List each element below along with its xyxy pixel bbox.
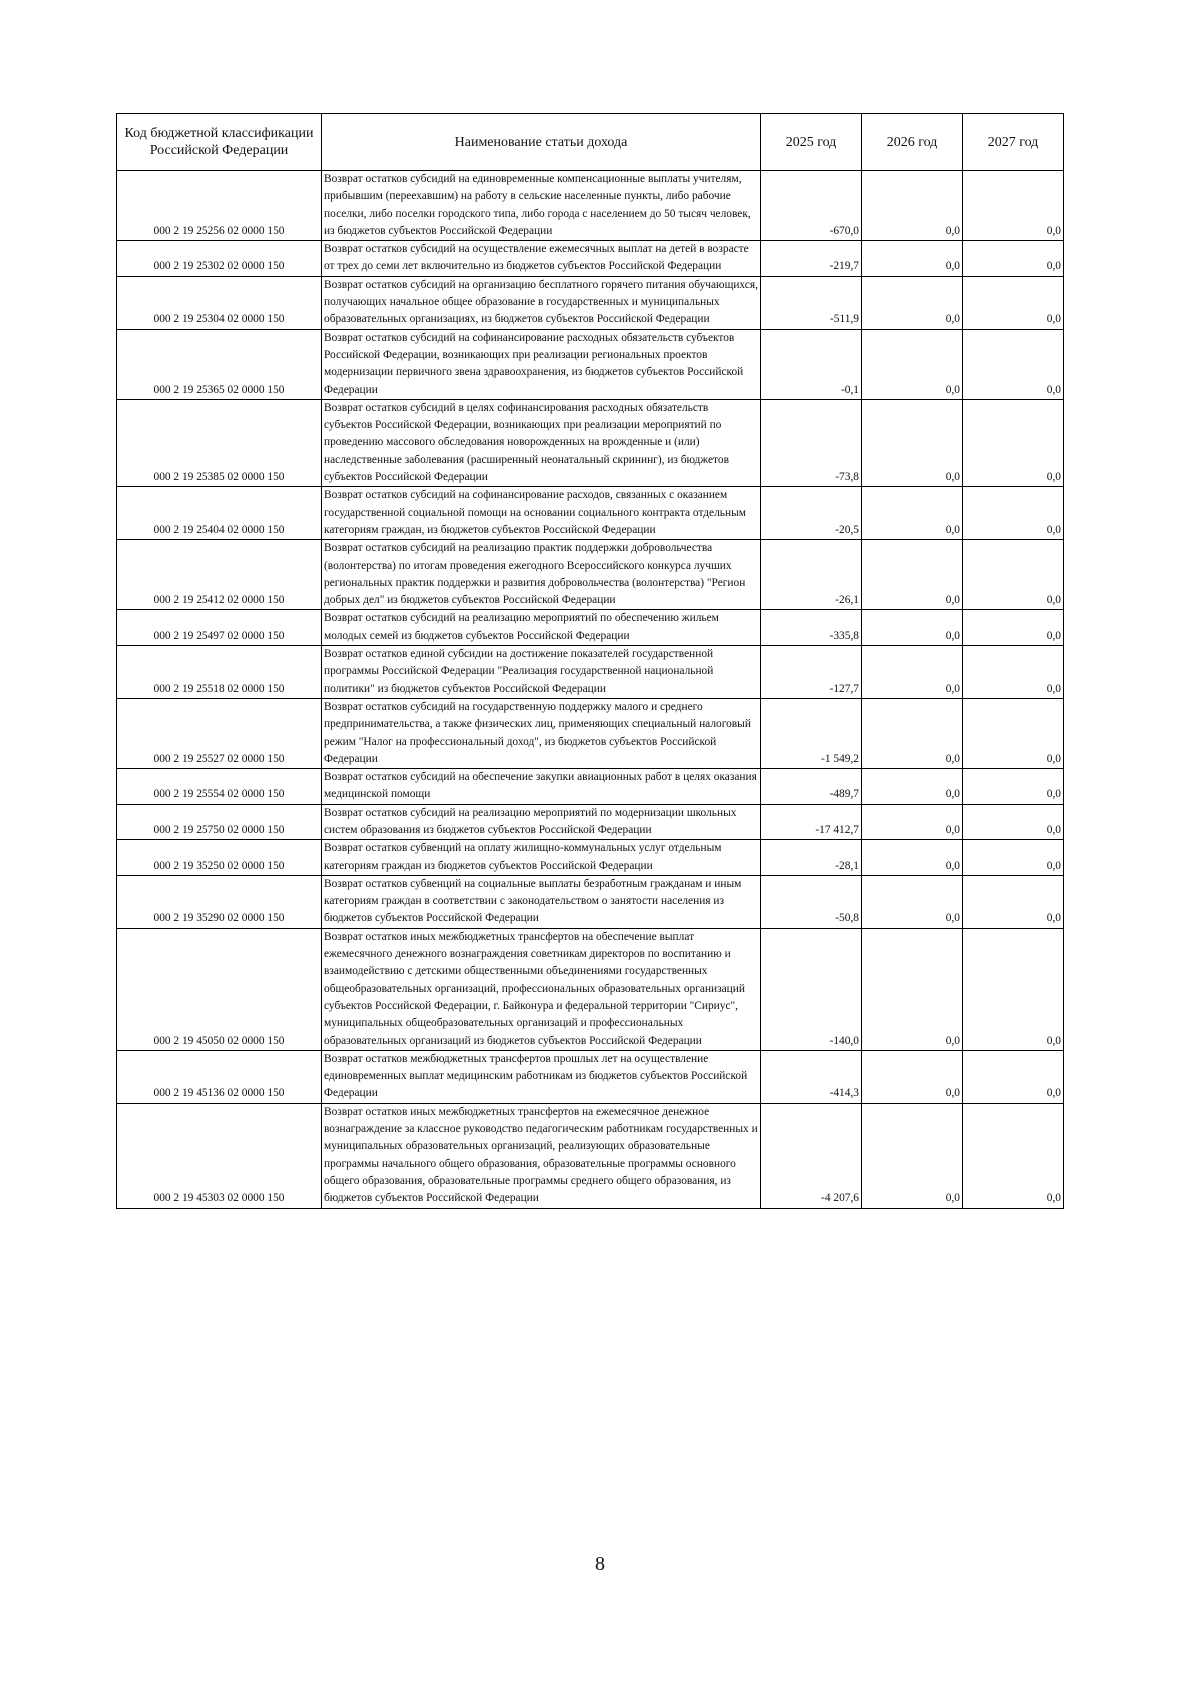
value-2025-cell: -414,3 [761, 1050, 862, 1103]
value-2026-cell: 0,0 [862, 928, 963, 1050]
table-row [117, 1103, 1064, 1208]
revenue-table [116, 113, 1064, 1209]
value-2027-cell: 0,0 [963, 840, 1064, 876]
value-2027-cell: 0,0 [963, 610, 1064, 646]
page-number: 8 [595, 1553, 605, 1575]
value-2025-cell: -489,7 [761, 769, 862, 805]
table-body [117, 171, 1064, 1209]
code-cell: 000 2 19 25750 02 0000 150 [117, 804, 322, 840]
header-2026: 2026 год [862, 114, 963, 171]
value-2027-cell: 0,0 [963, 646, 1064, 699]
value-2027-cell: 0,0 [963, 698, 1064, 768]
name-cell: Возврат остатков субсидий на реализацию мероприятий по обеспечению жильем молодых семей из бюджетов субъектов Российской Федерации [322, 610, 761, 646]
value-2027-cell: 0,0 [963, 1103, 1064, 1208]
value-2027-cell: 0,0 [963, 329, 1064, 399]
name-cell: Возврат остатков субсидий на организацию бесплатного горячего питания обучающихся, получающих начальное общее образование в государственных и муниципальных образовательных организациях, из бюджетов субъектов Российской Федерации [322, 276, 761, 329]
value-2027-cell: 0,0 [963, 241, 1064, 277]
table-row [117, 804, 1064, 840]
value-2025-cell: -670,0 [761, 171, 862, 241]
code-cell: 000 2 19 25256 02 0000 150 [117, 171, 322, 241]
value-2026-cell: 0,0 [862, 241, 963, 277]
value-2025-cell: -20,5 [761, 487, 862, 540]
value-2025-cell: -17 412,7 [761, 804, 862, 840]
code-cell: 000 2 19 45303 02 0000 150 [117, 1103, 322, 1208]
name-cell: Возврат остатков субсидий на софинансирование расходов, связанных с оказанием государственной социальной помощи на основании социального контракта отдельным категориям граждан, из бюджетов субъектов Российской Федерации [322, 487, 761, 540]
table-row [117, 928, 1064, 1050]
table-row [117, 769, 1064, 805]
value-2027-cell: 0,0 [963, 171, 1064, 241]
table-row [117, 241, 1064, 277]
name-cell: Возврат остатков субвенций на социальные выплаты безработным гражданам и иным категориям граждан в соответствии с законодательством о занятости населения из бюджетов субъектов Российской Федерации [322, 875, 761, 928]
value-2026-cell: 0,0 [862, 769, 963, 805]
name-cell: Возврат остатков субсидий на реализацию мероприятий по модернизации школьных систем образования из бюджетов субъектов Российской Федерации [322, 804, 761, 840]
value-2026-cell: 0,0 [862, 276, 963, 329]
name-cell: Возврат остатков субсидий на обеспечение закупки авиационных работ в целях оказания медицинской помощи [322, 769, 761, 805]
table-row [117, 875, 1064, 928]
code-cell: 000 2 19 25365 02 0000 150 [117, 329, 322, 399]
value-2025-cell: -335,8 [761, 610, 862, 646]
value-2026-cell: 0,0 [862, 1103, 963, 1208]
code-cell: 000 2 19 25554 02 0000 150 [117, 769, 322, 805]
name-cell: Возврат остатков межбюджетных трансфертов прошлых лет на осуществление единовременных выплат медицинским работникам из бюджетов субъектов Российской Федерации [322, 1050, 761, 1103]
name-cell: Возврат остатков субсидий на единовременные компенсационные выплаты учителям, прибывшим (переехавшим) на работу в сельские населенные пункты, либо рабочие поселки, либо поселки городского типа, либо города с населением до 50 тысяч человек, из бюджетов субъектов Российской Федерации [322, 171, 761, 241]
code-cell: 000 2 19 45050 02 0000 150 [117, 928, 322, 1050]
table-row [117, 698, 1064, 768]
value-2025-cell: -28,1 [761, 840, 862, 876]
name-cell: Возврат остатков единой субсидии на достижение показателей государственной программы Российской Федерации "Реализация государственной национальной политики" из бюджетов субъектов Российской Федерации [322, 646, 761, 699]
code-cell: 000 2 19 25404 02 0000 150 [117, 487, 322, 540]
table-header-row [117, 114, 1064, 171]
code-cell: 000 2 19 25385 02 0000 150 [117, 399, 322, 486]
code-cell: 000 2 19 25304 02 0000 150 [117, 276, 322, 329]
value-2026-cell: 0,0 [862, 487, 963, 540]
value-2025-cell: -511,9 [761, 276, 862, 329]
value-2026-cell: 0,0 [862, 875, 963, 928]
name-cell: Возврат остатков иных межбюджетных трансфертов на ежемесячное денежное вознаграждение за классное руководство педагогическим работникам государственных и муниципальных образовательных организаций, реализующих образовательные программы начального общего образования, образовательные программы основного общего образования, образовательные программы среднего общего образования, из бюджетов субъектов Российской Федерации [322, 1103, 761, 1208]
table-row [117, 276, 1064, 329]
code-cell: 000 2 19 35250 02 0000 150 [117, 840, 322, 876]
value-2027-cell: 0,0 [963, 1050, 1064, 1103]
value-2027-cell: 0,0 [963, 928, 1064, 1050]
name-cell: Возврат остатков субсидий на государственную поддержку малого и среднего предпринимательства, а также физических лиц, применяющих специальный налоговый режим "Налог на профессиональный доход", из бюджетов субъектов Российской Федерации [322, 698, 761, 768]
code-cell: 000 2 19 25412 02 0000 150 [117, 540, 322, 610]
value-2027-cell: 0,0 [963, 399, 1064, 486]
value-2027-cell: 0,0 [963, 875, 1064, 928]
table-row [117, 540, 1064, 610]
header-name: Наименование статьи дохода [322, 114, 761, 171]
value-2026-cell: 0,0 [862, 171, 963, 241]
table-row [117, 329, 1064, 399]
value-2026-cell: 0,0 [862, 840, 963, 876]
name-cell: Возврат остатков иных межбюджетных трансфертов на обеспечение выплат ежемесячного денежного вознаграждения советникам директоров по воспитанию и взаимодействию с детскими общественными объединениями государственных общеобразовательных организаций, профессиональных образовательных организаций субъектов Российской Федерации, г. Байконура и федеральной территории "Сириус", муниципальных общеобразовательных организаций и профессиональных образовательных организаций из бюджетов субъектов Российской Федерации [322, 928, 761, 1050]
value-2025-cell: -73,8 [761, 399, 862, 486]
table-row [117, 487, 1064, 540]
table-row [117, 610, 1064, 646]
name-cell: Возврат остатков субсидий на осуществление ежемесячных выплат на детей в возрасте от трех до семи лет включительно из бюджетов субъектов Российской Федерации [322, 241, 761, 277]
name-cell: Возврат остатков субвенций на оплату жилищно-коммунальных услуг отдельным категориям граждан из бюджетов субъектов Российской Федерации [322, 840, 761, 876]
name-cell: Возврат остатков субсидий на реализацию практик поддержки добровольчества (волонтерства) по итогам проведения ежегодного Всероссийского конкурса лучших региональных практик поддержки и развития добровольчества (волонтерства) "Регион добрых дел" из бюджетов субъектов Российской Федерации [322, 540, 761, 610]
value-2026-cell: 0,0 [862, 399, 963, 486]
header-code: Код бюджетной классификации Российской Федерации [117, 114, 322, 171]
value-2027-cell: 0,0 [963, 487, 1064, 540]
name-cell: Возврат остатков субсидий в целях софинансирования расходных обязательств субъектов Российской Федерации, возникающих при реализации мероприятий по проведению массового обследования новорожденных на врожденные и (или) наследственные заболевания (расширенный неонатальный скрининг), из бюджетов субъектов Российской Федерации [322, 399, 761, 486]
value-2026-cell: 0,0 [862, 804, 963, 840]
value-2027-cell: 0,0 [963, 769, 1064, 805]
value-2025-cell: -1 549,2 [761, 698, 862, 768]
code-cell: 000 2 19 25518 02 0000 150 [117, 646, 322, 699]
table-row [117, 1050, 1064, 1103]
table-row [117, 171, 1064, 241]
value-2026-cell: 0,0 [862, 540, 963, 610]
value-2027-cell: 0,0 [963, 804, 1064, 840]
value-2025-cell: -0,1 [761, 329, 862, 399]
value-2027-cell: 0,0 [963, 276, 1064, 329]
value-2025-cell: -127,7 [761, 646, 862, 699]
value-2025-cell: -50,8 [761, 875, 862, 928]
value-2025-cell: -26,1 [761, 540, 862, 610]
value-2025-cell: -140,0 [761, 928, 862, 1050]
table-row [117, 646, 1064, 699]
value-2026-cell: 0,0 [862, 698, 963, 768]
value-2027-cell: 0,0 [963, 540, 1064, 610]
table-row [117, 840, 1064, 876]
code-cell: 000 2 19 25302 02 0000 150 [117, 241, 322, 277]
code-cell: 000 2 19 25497 02 0000 150 [117, 610, 322, 646]
header-2025: 2025 год [761, 114, 862, 171]
code-cell: 000 2 19 45136 02 0000 150 [117, 1050, 322, 1103]
code-cell: 000 2 19 25527 02 0000 150 [117, 698, 322, 768]
value-2026-cell: 0,0 [862, 646, 963, 699]
value-2026-cell: 0,0 [862, 610, 963, 646]
header-2027: 2027 год [963, 114, 1064, 171]
table-row [117, 399, 1064, 486]
value-2026-cell: 0,0 [862, 329, 963, 399]
name-cell: Возврат остатков субсидий на софинансирование расходных обязательств субъектов Российской Федерации, возникающих при реализации региональных проектов модернизации первичного звена здравоохранения, из бюджетов субъектов Российской Федерации [322, 329, 761, 399]
value-2025-cell: -219,7 [761, 241, 862, 277]
code-cell: 000 2 19 35290 02 0000 150 [117, 875, 322, 928]
value-2025-cell: -4 207,6 [761, 1103, 862, 1208]
value-2026-cell: 0,0 [862, 1050, 963, 1103]
